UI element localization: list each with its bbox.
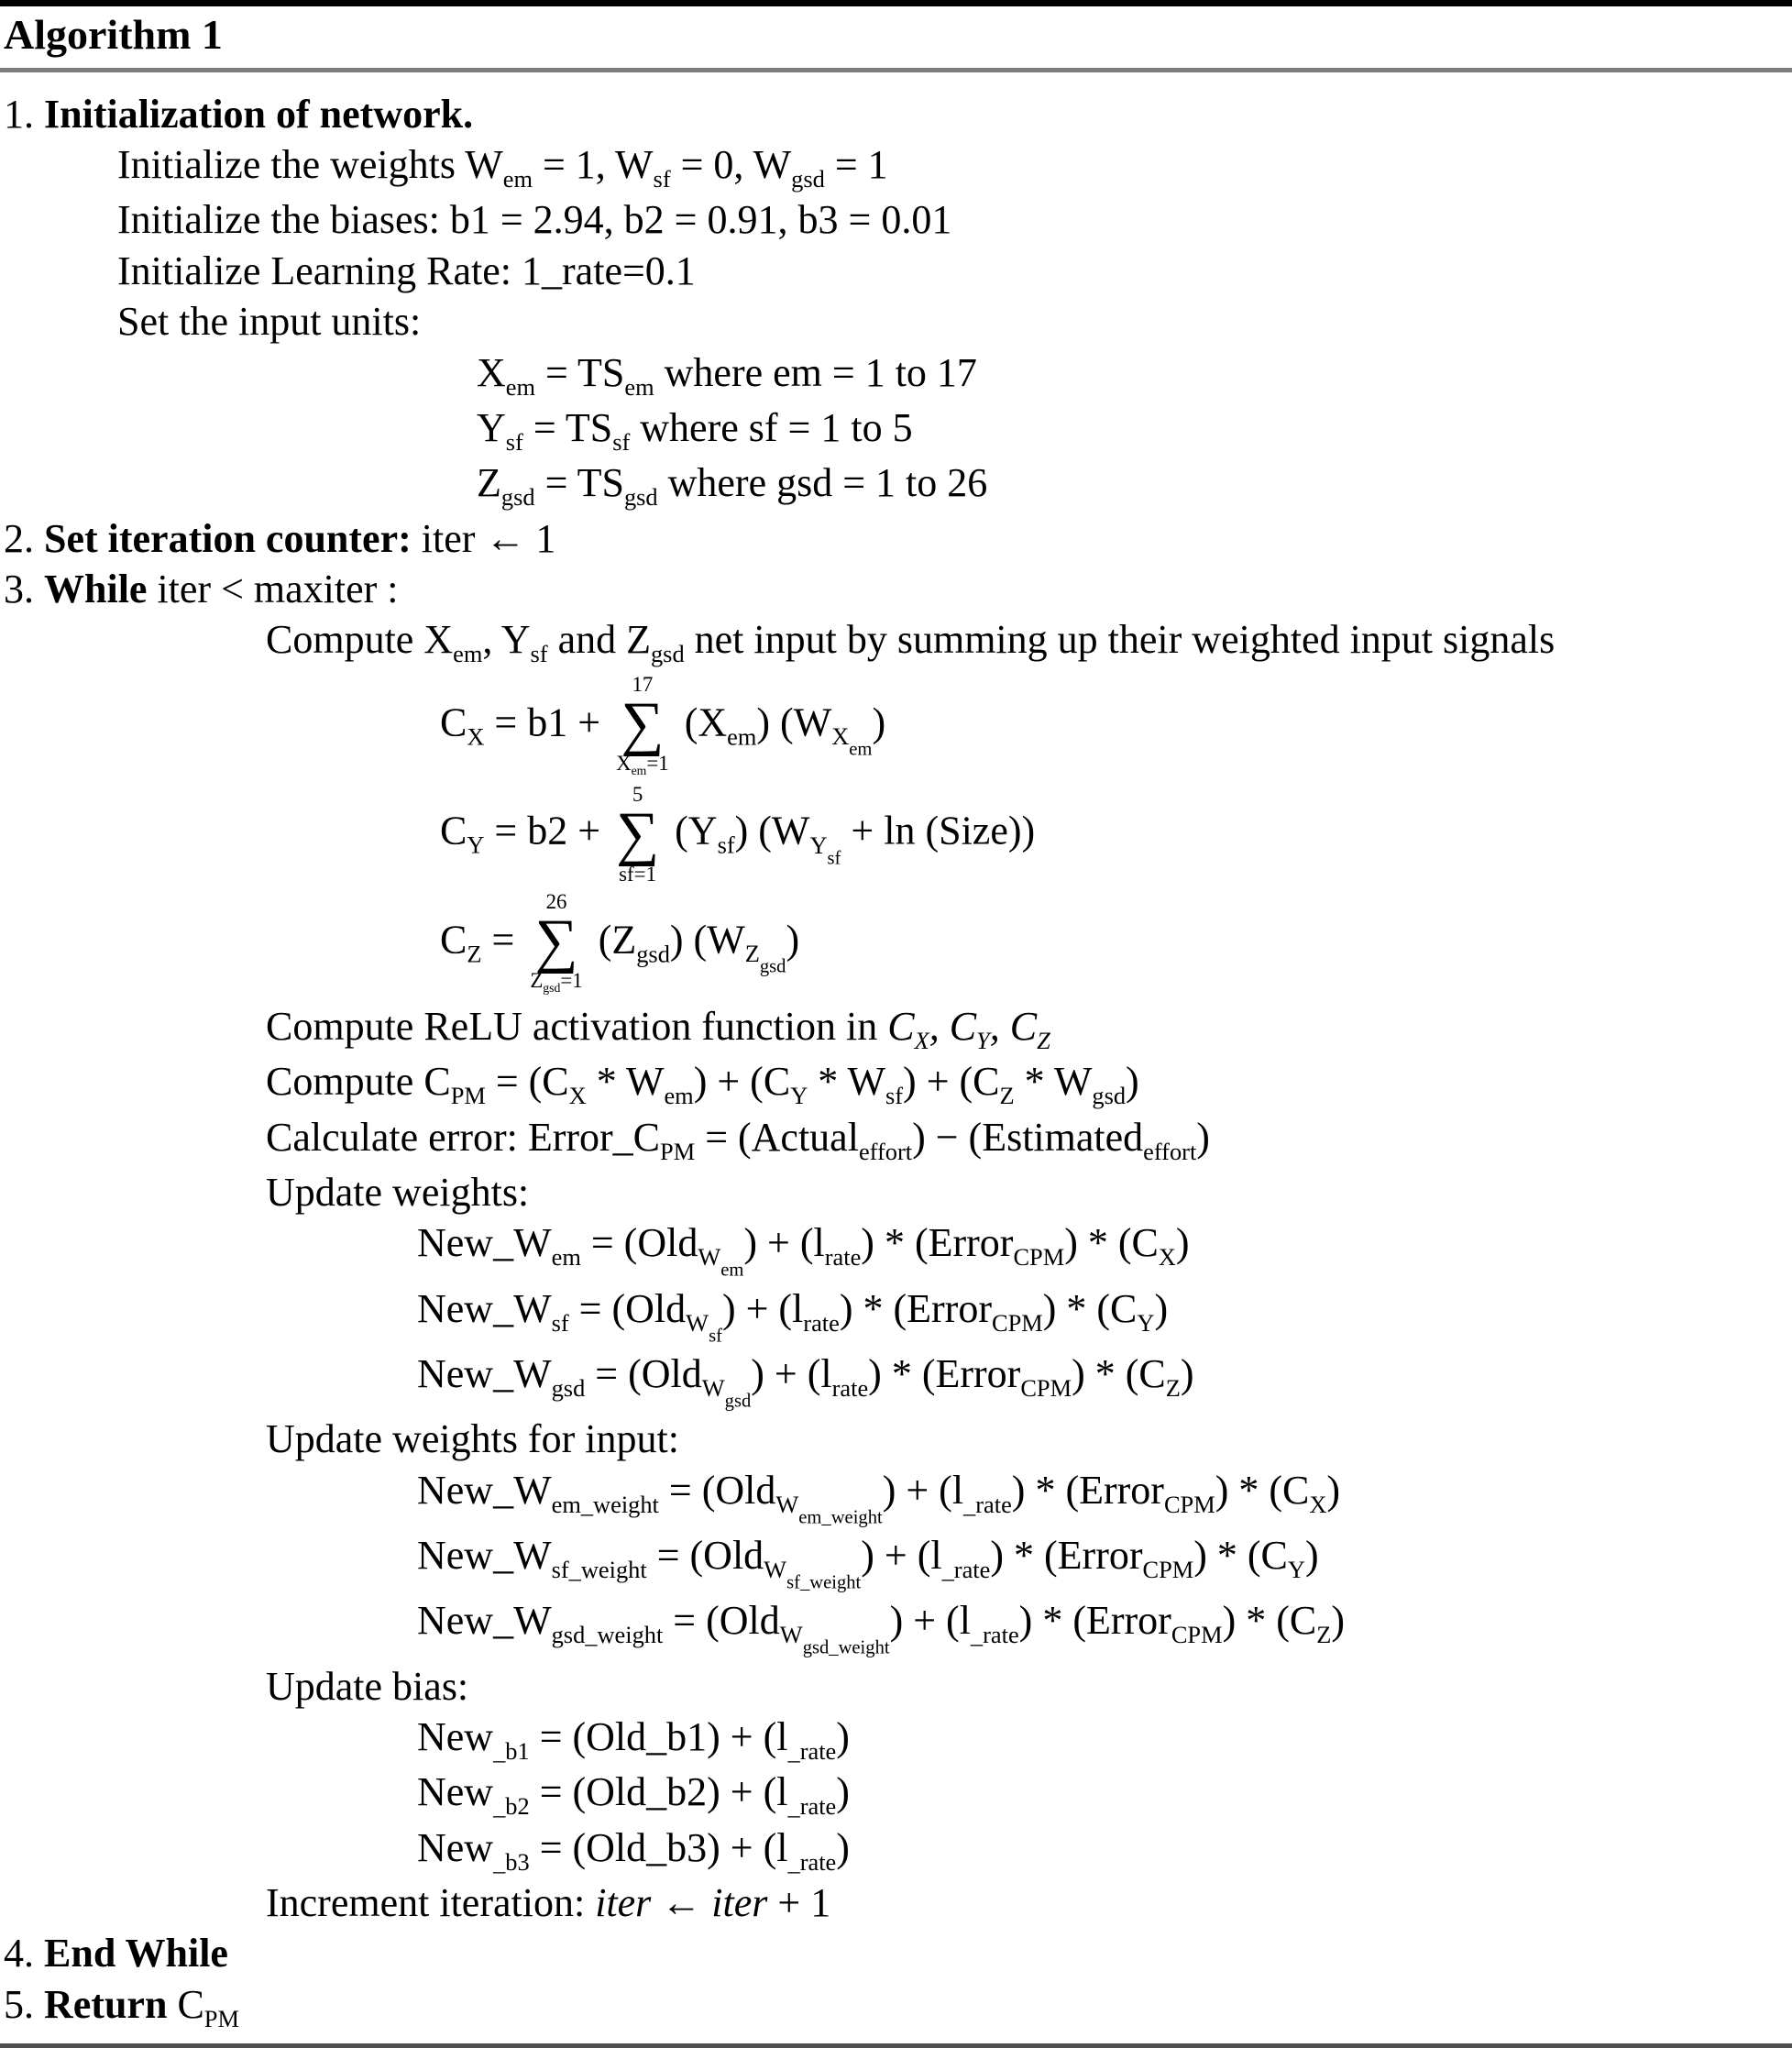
algo-line-20: $New\_W_{sf} = (Old_{W_{sf}}) + (l_{rate})$ * (Error$_{CPM}$) * $(C_Y)$ (417, 1285, 1169, 1346)
algo-line-13: $C_Y = b2$ + 5 ∑ sf=1 $(Y_{sf}) (W_{Y_{sf}} + \ln$ (Size)) (440, 783, 1036, 886)
algo-line-18: Update weights: (266, 1169, 530, 1215)
algo-line-24: $New\_W_{sf\_weight} = (Old_{W_{sf\_weight}}) + (l_{\_rate})$ * (Error$_{CPM}$) * $(C_Y)$ (417, 1532, 1319, 1593)
algo-line-26: Update bias: (266, 1663, 469, 1709)
algo-line-10: 3. While iter < maxiter : (4, 566, 399, 611)
algo-line-16: Compute $C_{PM} = (C_X * W_{em}) + (C_Y * W_{sf}) + (C_Z * W_{gsd})$ (266, 1059, 1139, 1110)
algo-line-4: Initialize Learning Rate: 1_rate=0.1 (117, 248, 696, 293)
algo-line-23: $New\_W_{em\_weight} = (Old_{W_{em\_weight}}) + (l_{\_rate})$ * (Error$_{CPM}$) * $(C_X)$ (417, 1467, 1341, 1527)
summation-operator: 5 ∑ sf=1 (616, 783, 660, 886)
algo-line-14: $C_Z$ = 26 ∑ $Z_{gsd}=1$ $(Z_{gsd})$ $(W_{Z_{gsd}})$ (440, 889, 800, 996)
algo-line-28: New$_{\_b2}$ = (Old_b2) + $(l_{\_rate})$ (417, 1769, 850, 1821)
algo-line-7: $Y_{sf} = TS_{sf}$ where sf = 1 to 5 (477, 404, 913, 456)
algo-line-29: New$_{\_b3}$ = (Old_b3) + $(l_{\_rate})$ (417, 1824, 850, 1876)
algo-line-11: Compute $X_{em}$, $Y_{sf}$ and $Z_{gsd}$ net input by summing up their weighted input signals (266, 617, 1556, 668)
algo-line-32: 5. Return $C_{PM}$ (4, 1981, 239, 2032)
algo-line-9: 2. Set iteration counter: iter ← 1 (4, 515, 556, 561)
algo-line-8: $Z_{gsd} = TS_{gsd}$ where gsd = 1 to 26 (477, 460, 988, 512)
algo-line-15: Compute ReLU activation function in $C_X$, $C_Y$, $C_Z$ (266, 1004, 1050, 1055)
algo-line-21: $New\_W_{gsd} = (Old_{W_{gsd}}) + (l_{rate})$ * (Error$_{CPM}$) * $(C_Z)$ (417, 1350, 1194, 1412)
algo-line-1: 1. Initialization of network. (4, 91, 474, 137)
algo-line-12: $C_X = b1$ + 17 ∑ $X_{em}=1$ $(X_{em})$ $(W_{X_{em}})$ (440, 672, 886, 778)
summation-operator: 17 ∑ $X_{em}=1$ (616, 672, 669, 778)
algo-line-17: Calculate error: $Error\_C_{PM}$ = (Actual$_{effort}$) − (Estimated$_{effort}$) (266, 1114, 1210, 1165)
algo-line-6: $X_{em} = TS_{em}$ where em = 1 to 17 (477, 349, 977, 401)
algo-line-2: Initialize the weights $W_{em} = 1$, $W_{sf} = 0$, $W_{gsd} = 1$ (117, 142, 888, 193)
algorithm-body (0, 72, 1792, 2034)
algorithm-title: Algorithm 1 (4, 11, 223, 58)
algo-line-19: $New\_W_{em} = (Old_{W_{em}}) + (l_{rate})$ * (Error$_{CPM}$) * $(C_X)$ (417, 1220, 1190, 1281)
algo-line-3: Initialize the biases: b1 = 2.94, b2 = 0.91, b3 = 0.01 (117, 197, 952, 243)
algo-line-31: 4. End While (4, 1931, 228, 1976)
algo-line-27: New$_{\_b1}$ = (Old_b1) + $(l_{\_rate})$ (417, 1713, 850, 1765)
bottom-rule (0, 2043, 1792, 2048)
algo-line-22: Update weights for input: (266, 1416, 679, 1462)
summation-operator: 26 ∑ $Z_{gsd}=1$ (530, 889, 583, 996)
algo-line-30: Increment iteration: iter ← iter + 1 (266, 1879, 831, 1925)
top-rule (0, 0, 1792, 6)
algo-line-25: $New\_W_{gsd\_weight} = (Old_{W_{gsd\_weight}}) + (l_{\_rate})$ * (Error$_{CPM}$) * $(C_Z)$ (417, 1598, 1345, 1658)
algo-line-5: Set the input units: (117, 299, 422, 345)
